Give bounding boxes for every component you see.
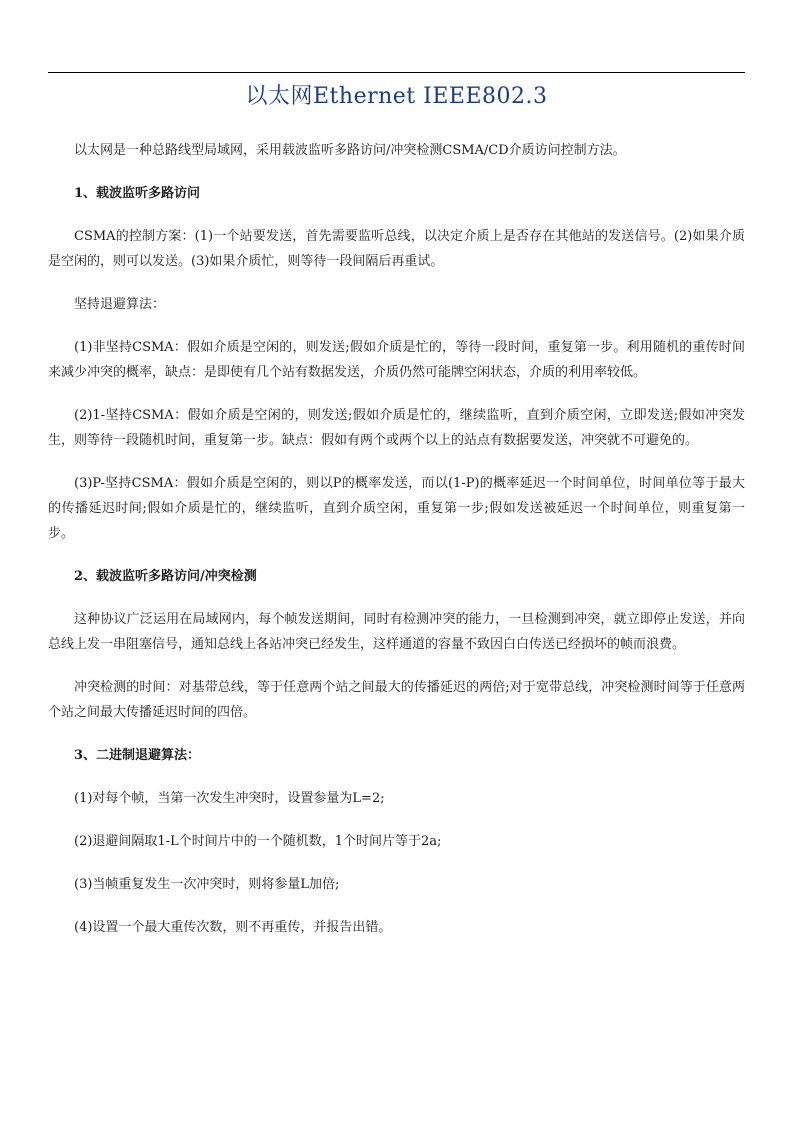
section-1-paragraph-1-persistent: (2)1-坚持CSMA：假如介质是空闲的，则发送;假如介质是忙的，继续监听，直到介质空闲，立即发送;假如冲突发生，则等待一段随机时间，重复第一步。缺点：假如有两个或两个以上的站点有数据要发送，冲突就不可避免的。 — [48, 408, 745, 448]
intro-paragraph: 以太网是一种总路线型局域网，采用载波监听多路访问/冲突检测CSMA/CD介质访问控制方法。 — [74, 143, 626, 158]
section-1-paragraph-p-persistent: (3)P-坚持CSMA：假如介质是空闲的，则以P的概率发送，而以(1-P)的概率延迟一个时间单位，时间单位等于最大的传播延迟时间;假如介质是忙的，继续监听，直到介质空闲，重复第一步;假如发送被延迟一个时间单位，则重复第一步。 — [48, 476, 745, 541]
header-rule — [48, 72, 745, 73]
section-1-paragraph-csma: CSMA的控制方案：(1)一个站要发送，首先需要监听总线，以决定介质上是否存在其他站的发送信号。(2)如果介质是空闲的，则可以发送。(3)如果介质忙，则等待一段间隔后再重试。 — [48, 229, 745, 269]
document-title: 以太网Ethernet IEEE802.3 — [245, 84, 548, 109]
section-1-heading: 1、载波监听多路访问 — [74, 186, 201, 201]
section-3-step-3: (3)当帧重复发生一次冲突时，则将参量L加倍; — [74, 877, 340, 892]
section-3-step-4: (4)设置一个最大重传次数，则不再重传，并报告出错。 — [74, 920, 392, 935]
section-3-heading: 3、二进制退避算法： — [74, 748, 201, 763]
document-body — [48, 138, 745, 940]
section-3-step-2: (2)退避间隔取1-L个时间片中的一个随机数，1个时间片等于2a; — [74, 834, 442, 849]
section-2-paragraph-detection-time: 冲突检测的时间：对基带总线，等于任意两个站之间最大的传播延迟的两倍;对于宽带总线，冲突检测时间等于任意两个站之间最大传播延迟时间的四倍。 — [48, 680, 745, 720]
section-2-paragraph-protocol: 这种协议广泛运用在局域网内，每个帧发送期间，同时有检测冲突的能力，一旦检测到冲突，就立即停止发送，并向总线上发一串阻塞信号，通知总线上各站冲突已经发生，这样通道的容量不致因白白传送已经损坏的帧而浪费。 — [48, 612, 745, 652]
section-1-paragraph-nonpersistent: (1)非坚持CSMA：假如介质是空闲的，则发送;假如介质是忙的，等待一段时间，重复第一步。利用随机的重传时间来减少冲突的概率，缺点：是即使有几个站有数据发送，介质仍然可能牌空闲状态，介质的利用率较低。 — [48, 340, 745, 380]
section-2-heading: 2、载波监听多路访问/冲突检测 — [74, 569, 257, 584]
section-3-step-1: (1)对每个帧，当第一次发生冲突时，设置参量为L=2; — [74, 791, 385, 806]
section-1-paragraph-backoff: 坚持退避算法： — [74, 297, 166, 312]
